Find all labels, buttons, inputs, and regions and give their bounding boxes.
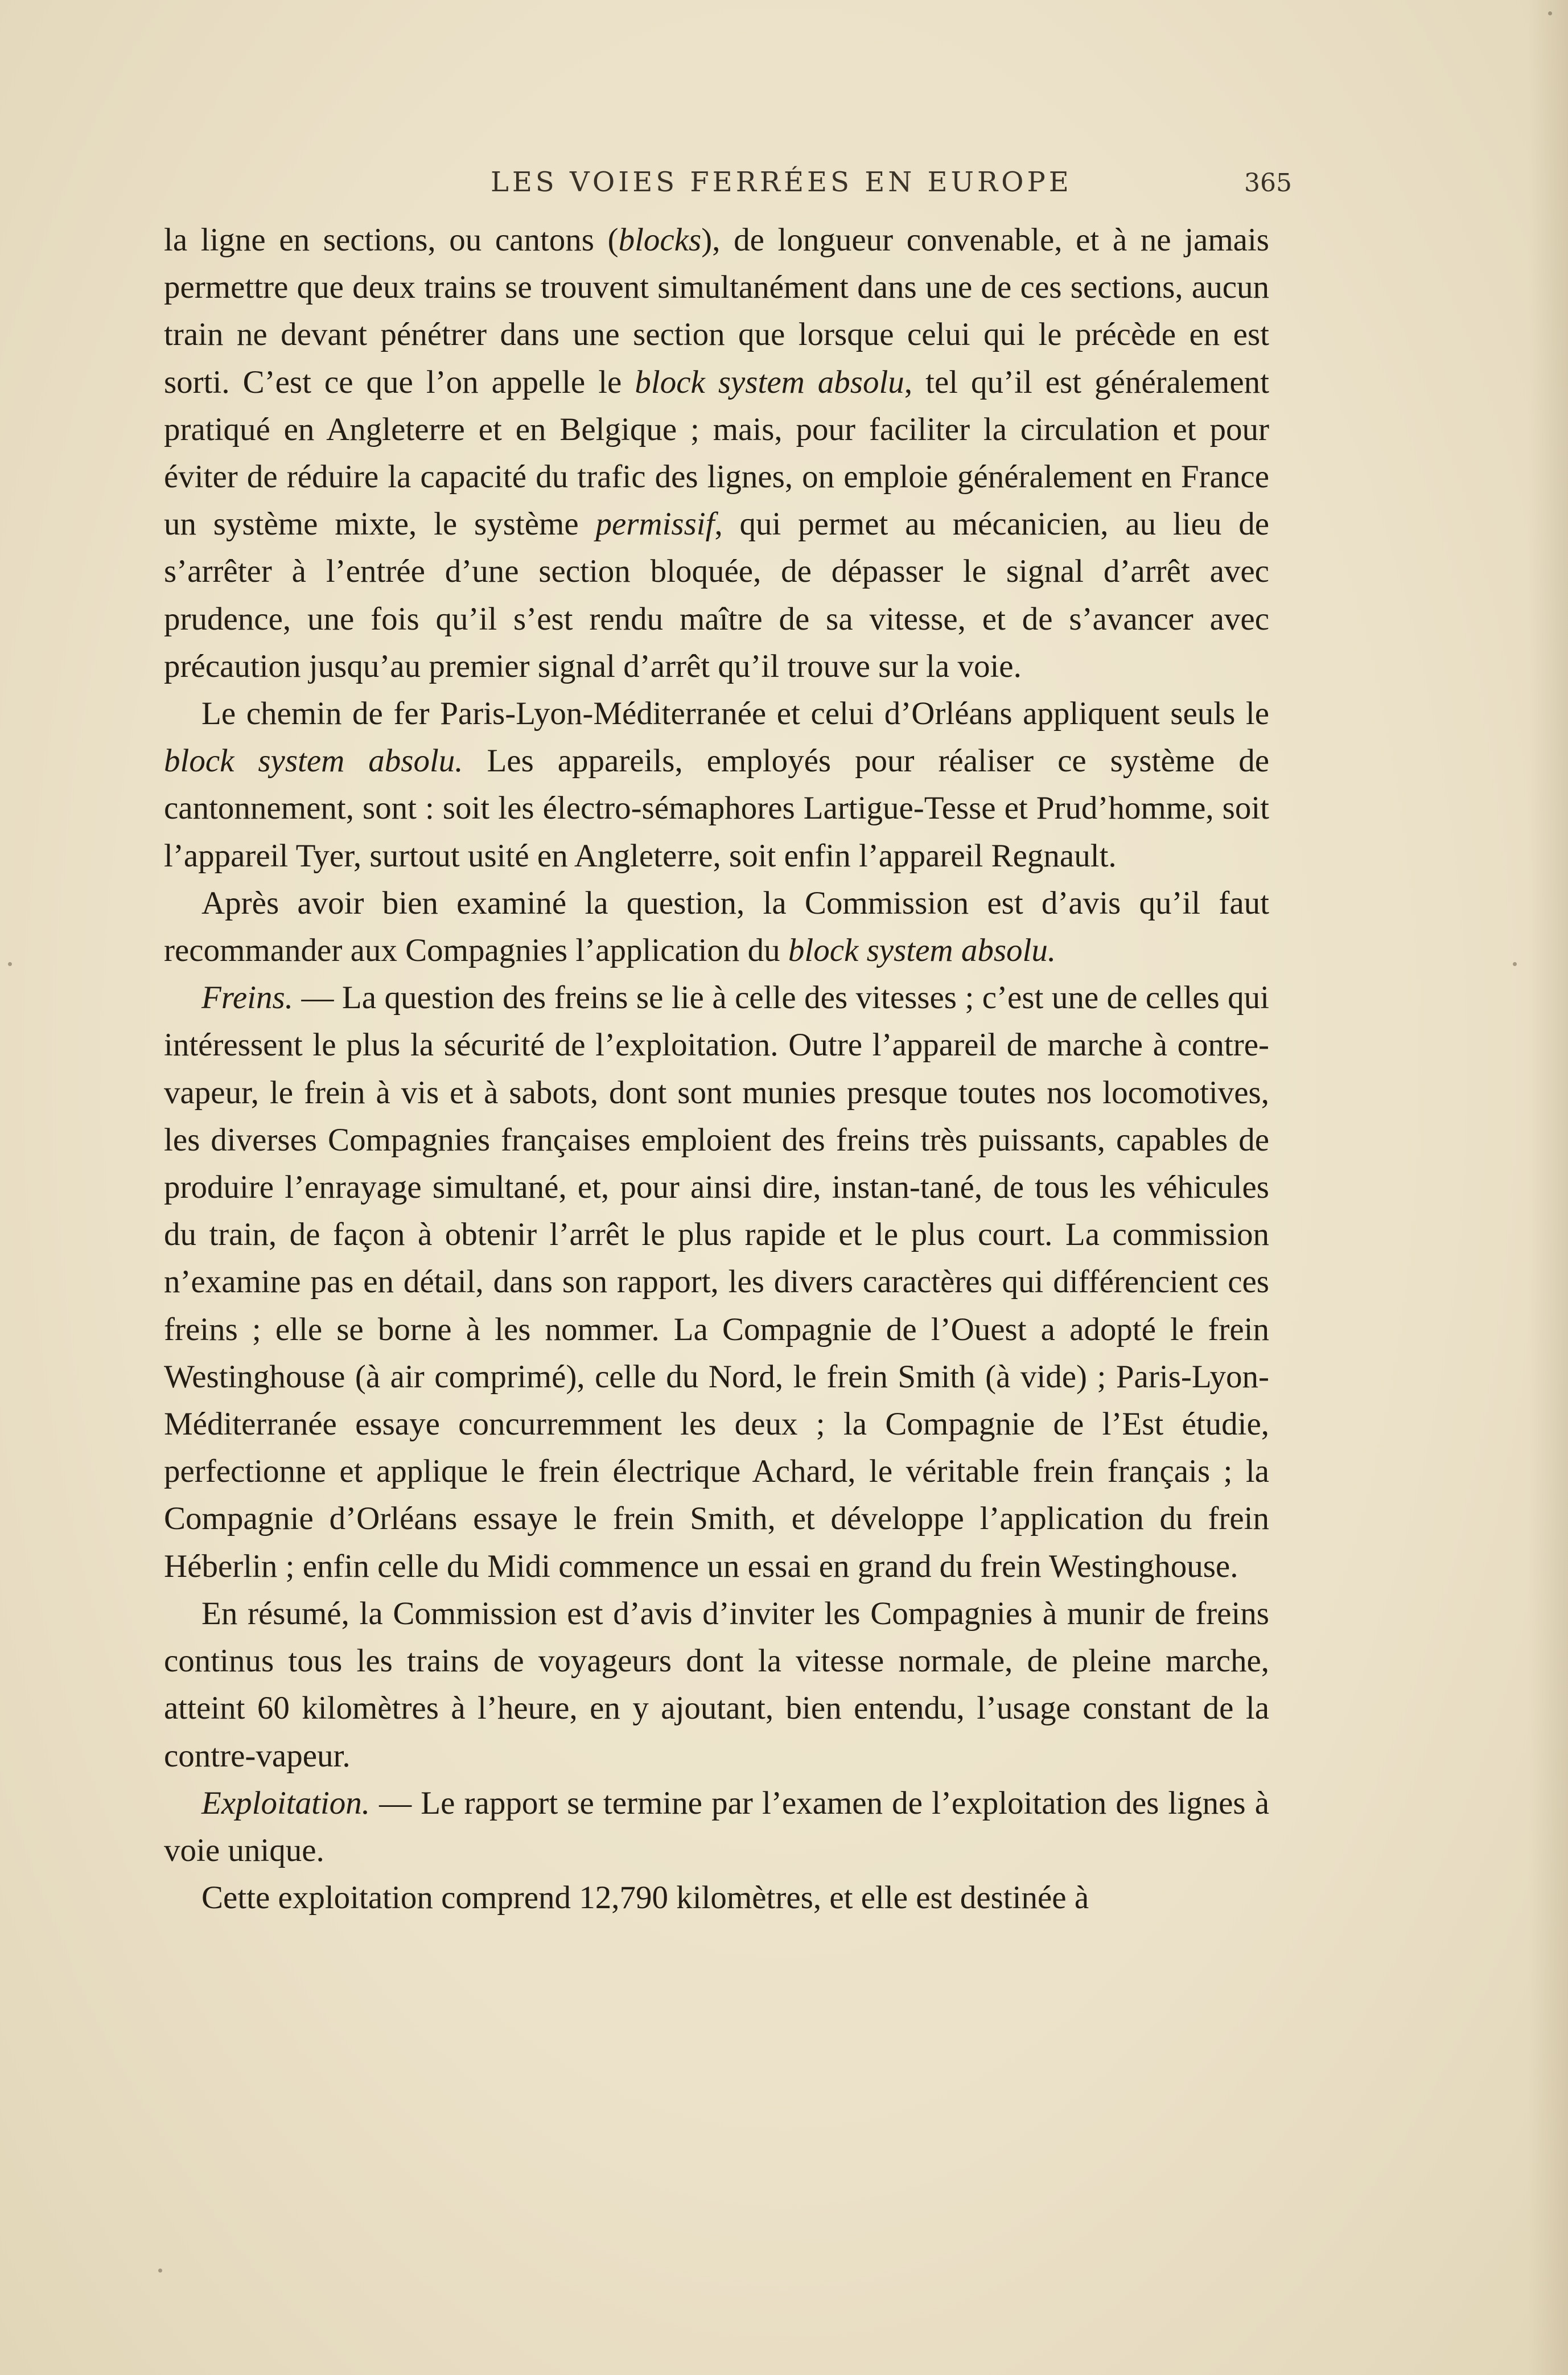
running-head — [0, 166, 1568, 206]
paper-speck — [1548, 11, 1552, 15]
body-text — [164, 216, 1269, 1921]
paragraph-block-system — [164, 216, 1269, 690]
running-title: LES VOIES FERRÉES EN EUROPE — [491, 166, 1072, 198]
paragraph-cette-exploitation — [164, 1874, 1269, 1921]
paragraph-exploitation — [164, 1780, 1269, 1874]
p1-italic-block-system-absolu: block system absolu — [635, 364, 904, 400]
p1-text-e: , tel qu’il est généralement pratiqué en Angleterre et en Belgique ; mais, pour faciliter la circulation et pour éviter de réduire la capacité du trafic des lignes, on emploie généralement en France un système mixte, le système — [164, 364, 1270, 543]
p2-text-c: Les appareils, employés pour réaliser ce système de cantonnement, sont : soit les électro-sémaphores Lartigue-Tesse et Prud’homme, soit l’appareil Tyer, surtout usité en Angleterre, soit enfin l’appareil Regnault. — [164, 743, 1270, 874]
p6-text-b: — Le rapport se termine par l’examen de l’exploitation des lignes à voie unique. — [164, 1785, 1269, 1868]
paragraph-commission-recommendation — [164, 880, 1269, 974]
p5-text-a: En résumé, la Commission est d’avis d’inviter les Compagnies à munir de freins continus tous les trains de voyageurs dont la vitesse normale, de pleine marche, atteint 60 kilomètres à l’heure, en y ajoutant, bien entendu, l’usage constant de la contre-vapeur. — [164, 1595, 1269, 1774]
paragraph-resume — [164, 1590, 1269, 1780]
p1-text-c: ), de longueur convenable, et à ne jamais permettre que deux trains se trouvent simultanément dans une de ces sections, aucun train ne devant pénétrer dans une section que lorsque celui qui le précède en est sorti. C’est ce que l’on appelle le — [164, 222, 1269, 400]
paper-speck — [1513, 962, 1517, 966]
paragraph-freins — [164, 974, 1269, 1590]
paragraph-paris-lyon — [164, 690, 1269, 880]
p6-italic-exploitation: Exploitation. — [201, 1785, 371, 1821]
p1-italic-blocks: blocks — [618, 222, 702, 258]
p2-italic-block-system-absolu: block system absolu. — [164, 743, 463, 779]
p1-italic-permissif: permissif — [595, 506, 715, 543]
p1-text-g: , qui permet au mécanicien, au lieu de s’arrêter à l’entrée d’une section bloquée, de dépasser le signal d’arrêt avec prudence, une fois qu’il s’est rendu maître de sa vitesse, et de s’avancer avec précaution jusqu’au premier signal d’arrêt qu’il trouve sur la voie. — [164, 506, 1269, 684]
p2-text-a: Le chemin de fer Paris-Lyon-Méditerranée et celui d’Orléans appliquent seuls le — [201, 696, 1269, 732]
paper-speck — [158, 2269, 162, 2273]
p4-text-b: — La question des freins se lie à celle des vitesses ; c’est une de celles qui intéressent le plus la sécurité de l’exploitation. Outre l’appareil de marche à contre-vapeur, le frein à vis et à sabots, dont sont munies presque toutes nos locomotives, les diverses Compagnies françaises emploient des freins très puissants, capables de produire l’enrayage simultané, et, pour ainsi dire, instan-tané, de tous les véhicules du train, de façon à obtenir l’arrêt le plus rapide et le plus court. La commission n’examine pas en détail, dans son rapport, les divers caractères qui différencient ces freins ; elle se borne à les nommer. La Compagnie de l’Ouest a adopté le frein Westinghouse (à air comprimé), celle du Nord, le frein Smith (à vide) ; Paris-Lyon-Méditerranée essaye concurremment les deux ; la Compagnie de l’Est étudie, perfectionne et applique le frein électrique Achard, le véritable frein français ; la Compagnie d’Orléans essaye le frein Smith, et développe l’application du frein Héberlin ; enfin celle du Midi commence un essai en grand du frein Westinghouse. — [164, 980, 1269, 1584]
p3-text-a: Après avoir bien examiné la question, la Commission est d’avis qu’il faut recommander aux Compagnies l’application du — [164, 885, 1269, 969]
p4-italic-freins: Freins. — [201, 980, 293, 1016]
p7-text-a: Cette exploitation comprend 12,790 kilomètres, et elle est destinée à — [201, 1880, 1089, 1916]
page-edge-shadow — [1528, 0, 1568, 2375]
p3-italic-block-system-absolu: block system absolu. — [788, 932, 1056, 969]
paper-speck — [8, 962, 12, 966]
p1-text-a: la ligne en sections, ou cantons ( — [164, 222, 619, 258]
page-number: 365 — [1244, 169, 1292, 198]
